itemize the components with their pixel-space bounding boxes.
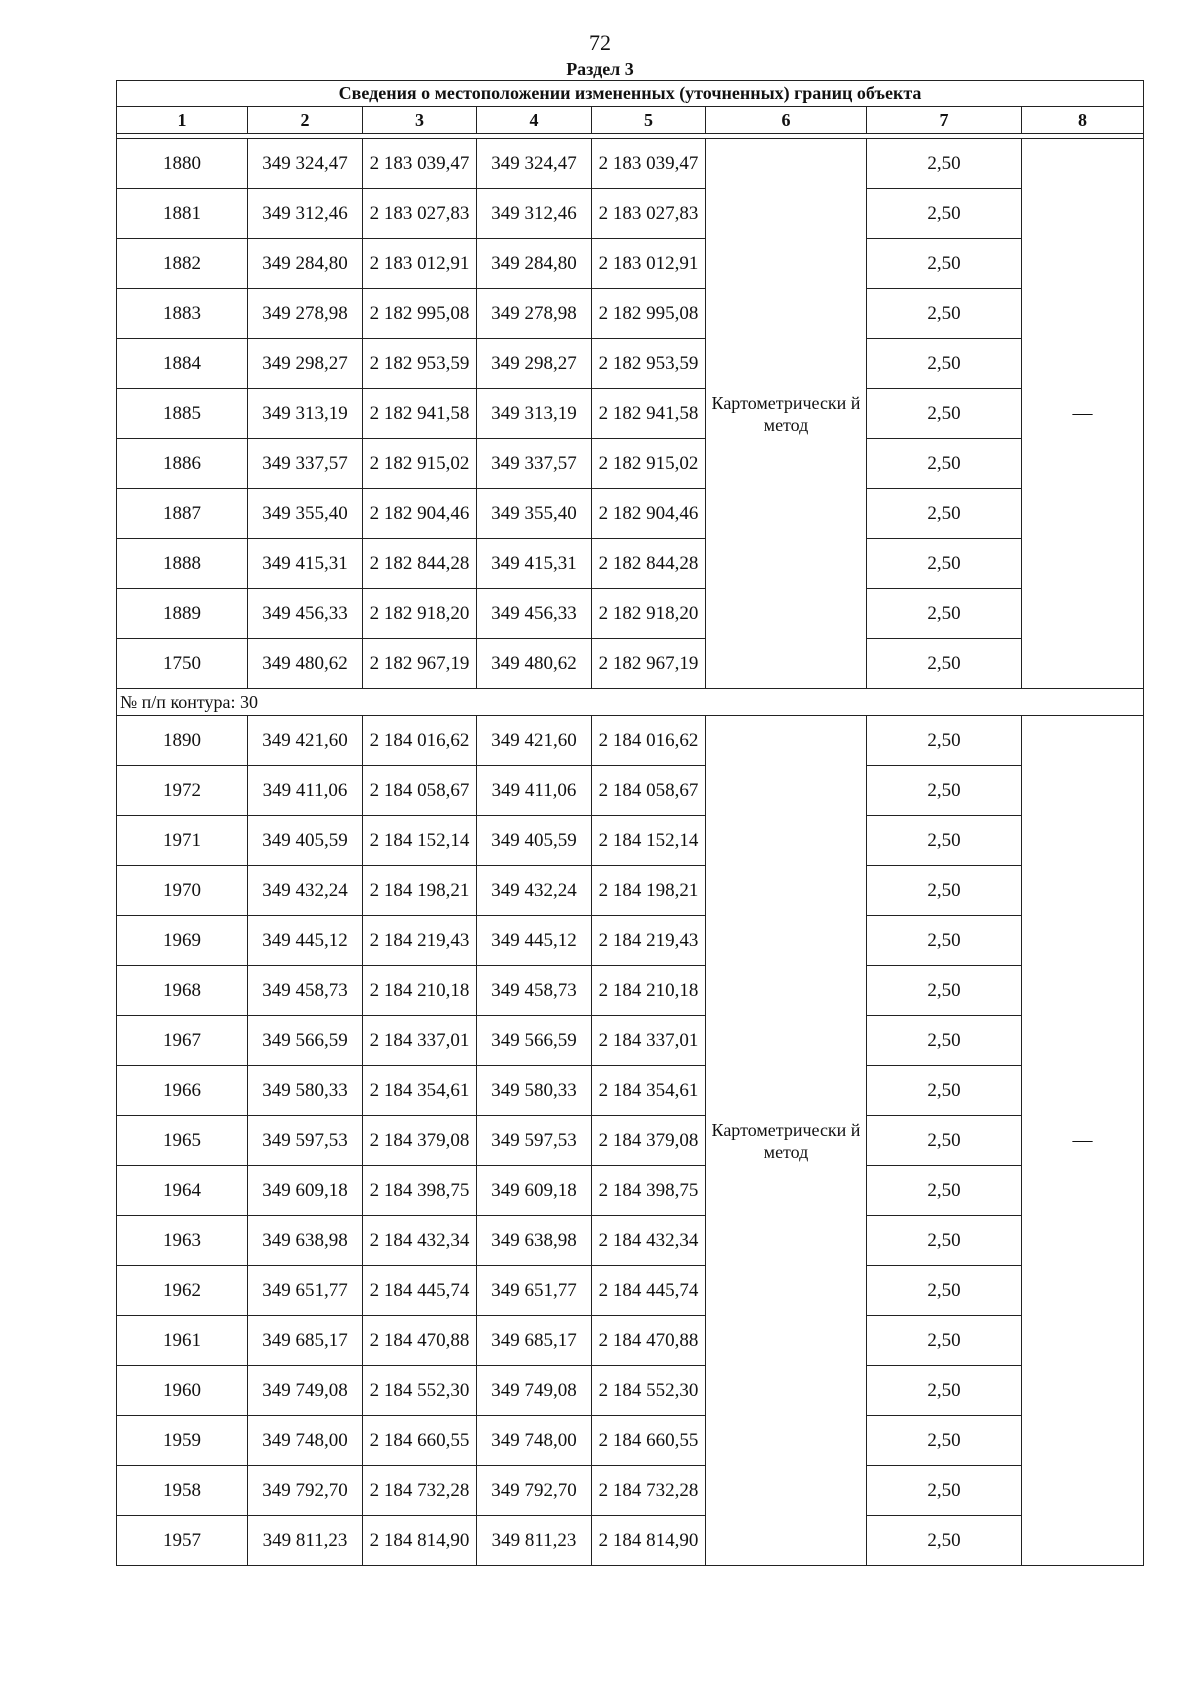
table-body: [117, 81, 1144, 1566]
x-coordinate-cell: 349 609,18: [248, 1166, 363, 1216]
x-coordinate-cell: 349 792,70: [248, 1466, 363, 1516]
point-number-cell: 1886: [117, 439, 248, 489]
column-number: 8: [1022, 107, 1144, 134]
table-row: [117, 339, 1144, 389]
y-coordinate-cell: 2 184 337,01: [363, 1016, 477, 1066]
accuracy-cell: 2,50: [867, 339, 1022, 389]
x-coordinate-cell: 349 405,59: [248, 816, 363, 866]
y-coordinate-cell: 2 184 432,34: [363, 1216, 477, 1266]
accuracy-cell: 2,50: [867, 289, 1022, 339]
x-coordinate-cell: 349 811,23: [248, 1516, 363, 1566]
y-coordinate-cell: 2 184 016,62: [592, 716, 706, 766]
y-coordinate-cell: 2 184 398,75: [363, 1166, 477, 1216]
x-coordinate-cell: 349 284,80: [477, 239, 592, 289]
table-row: [117, 239, 1144, 289]
y-coordinate-cell: 2 184 379,08: [363, 1116, 477, 1166]
y-coordinate-cell: 2 184 552,30: [363, 1366, 477, 1416]
x-coordinate-cell: 349 651,77: [477, 1266, 592, 1316]
point-number-cell: 1964: [117, 1166, 248, 1216]
y-coordinate-cell: 2 183 027,83: [592, 189, 706, 239]
x-coordinate-cell: 349 580,33: [248, 1066, 363, 1116]
table-row: [117, 139, 1144, 189]
y-coordinate-cell: 2 182 904,46: [592, 489, 706, 539]
x-coordinate-cell: 349 432,24: [477, 866, 592, 916]
x-coordinate-cell: 349 638,98: [477, 1216, 592, 1266]
accuracy-cell: 2,50: [867, 716, 1022, 766]
x-coordinate-cell: 349 811,23: [477, 1516, 592, 1566]
page-number: 72: [589, 30, 611, 55]
section-title: Раздел 3: [566, 59, 634, 79]
point-number-cell: 1884: [117, 339, 248, 389]
accuracy-cell: 2,50: [867, 816, 1022, 866]
point-number-cell: 1966: [117, 1066, 248, 1116]
table-row: [117, 966, 1144, 1016]
y-coordinate-cell: 2 184 552,30: [592, 1366, 706, 1416]
accuracy-cell: 2,50: [867, 1416, 1022, 1466]
x-coordinate-cell: 349 458,73: [248, 966, 363, 1016]
table-row: [117, 816, 1144, 866]
accuracy-cell: 2,50: [867, 639, 1022, 689]
y-coordinate-cell: 2 184 445,74: [363, 1266, 477, 1316]
point-number-cell: 1883: [117, 289, 248, 339]
x-coordinate-cell: 349 337,57: [477, 439, 592, 489]
accuracy-cell: 2,50: [867, 1466, 1022, 1516]
y-coordinate-cell: 2 184 814,90: [592, 1516, 706, 1566]
x-coordinate-cell: 349 337,57: [248, 439, 363, 489]
column-number: 1: [117, 107, 248, 134]
y-coordinate-cell: 2 182 967,19: [363, 639, 477, 689]
y-coordinate-cell: 2 182 918,20: [363, 589, 477, 639]
y-coordinate-cell: 2 182 918,20: [592, 589, 706, 639]
x-coordinate-cell: 349 566,59: [477, 1016, 592, 1066]
x-coordinate-cell: 349 748,00: [477, 1416, 592, 1466]
y-coordinate-cell: 2 184 470,88: [363, 1316, 477, 1366]
y-coordinate-cell: 2 184 152,14: [592, 816, 706, 866]
x-coordinate-cell: 349 651,77: [248, 1266, 363, 1316]
table-row: [117, 539, 1144, 589]
table-row: [117, 289, 1144, 339]
x-coordinate-cell: 349 432,24: [248, 866, 363, 916]
column8-cell: —: [1022, 716, 1144, 1566]
point-number-cell: 1888: [117, 539, 248, 589]
x-coordinate-cell: 349 415,31: [477, 539, 592, 589]
y-coordinate-cell: 2 184 219,43: [363, 916, 477, 966]
y-coordinate-cell: 2 184 379,08: [592, 1116, 706, 1166]
table-row: [117, 766, 1144, 816]
accuracy-cell: 2,50: [867, 239, 1022, 289]
x-coordinate-cell: 349 405,59: [477, 816, 592, 866]
y-coordinate-cell: 2 183 039,47: [592, 139, 706, 189]
column-number: 5: [592, 107, 706, 134]
point-number-cell: 1970: [117, 866, 248, 916]
table-row: [117, 1516, 1144, 1566]
table-row: [117, 866, 1144, 916]
table-row: [117, 1316, 1144, 1366]
y-coordinate-cell: 2 184 198,21: [592, 866, 706, 916]
y-coordinate-cell: 2 183 012,91: [363, 239, 477, 289]
y-coordinate-cell: 2 184 058,67: [592, 766, 706, 816]
y-coordinate-cell: 2 184 219,43: [592, 916, 706, 966]
table-row: [117, 716, 1144, 766]
y-coordinate-cell: 2 182 915,02: [592, 439, 706, 489]
x-coordinate-cell: 349 278,98: [477, 289, 592, 339]
point-number-cell: 1962: [117, 1266, 248, 1316]
x-coordinate-cell: 349 580,33: [477, 1066, 592, 1116]
point-number-cell: 1958: [117, 1466, 248, 1516]
table-row: [117, 389, 1144, 439]
point-number-cell: 1882: [117, 239, 248, 289]
y-coordinate-cell: 2 184 198,21: [363, 866, 477, 916]
contour-row: [117, 689, 1144, 716]
table-row: [117, 1466, 1144, 1516]
y-coordinate-cell: 2 182 915,02: [363, 439, 477, 489]
accuracy-cell: 2,50: [867, 766, 1022, 816]
accuracy-cell: 2,50: [867, 1366, 1022, 1416]
x-coordinate-cell: 349 685,17: [477, 1316, 592, 1366]
x-coordinate-cell: 349 324,47: [248, 139, 363, 189]
y-coordinate-cell: 2 184 398,75: [592, 1166, 706, 1216]
accuracy-cell: 2,50: [867, 489, 1022, 539]
y-coordinate-cell: 2 184 445,74: [592, 1266, 706, 1316]
point-number-cell: 1969: [117, 916, 248, 966]
y-coordinate-cell: 2 182 995,08: [363, 289, 477, 339]
x-coordinate-cell: 349 312,46: [248, 189, 363, 239]
y-coordinate-cell: 2 183 039,47: [363, 139, 477, 189]
x-coordinate-cell: 349 638,98: [248, 1216, 363, 1266]
y-coordinate-cell: 2 182 953,59: [592, 339, 706, 389]
y-coordinate-cell: 2 184 432,34: [592, 1216, 706, 1266]
x-coordinate-cell: 349 456,33: [477, 589, 592, 639]
point-number-cell: 1957: [117, 1516, 248, 1566]
x-coordinate-cell: 349 415,31: [248, 539, 363, 589]
x-coordinate-cell: 349 597,53: [248, 1116, 363, 1166]
table-row: [117, 189, 1144, 239]
accuracy-cell: 2,50: [867, 1166, 1022, 1216]
accuracy-cell: 2,50: [867, 916, 1022, 966]
point-number-cell: 1960: [117, 1366, 248, 1416]
column-number-row: [117, 107, 1144, 134]
point-number-cell: 1880: [117, 139, 248, 189]
point-number-cell: 1967: [117, 1016, 248, 1066]
point-number-cell: 1890: [117, 716, 248, 766]
y-coordinate-cell: 2 182 941,58: [592, 389, 706, 439]
y-coordinate-cell: 2 184 814,90: [363, 1516, 477, 1566]
point-number-cell: 1971: [117, 816, 248, 866]
y-coordinate-cell: 2 184 058,67: [363, 766, 477, 816]
x-coordinate-cell: 349 278,98: [248, 289, 363, 339]
column-number: 3: [363, 107, 477, 134]
column-number: 2: [248, 107, 363, 134]
accuracy-cell: 2,50: [867, 1216, 1022, 1266]
table-row: [117, 1266, 1144, 1316]
point-number-cell: 1963: [117, 1216, 248, 1266]
column-number: 4: [477, 107, 592, 134]
column8-cell: —: [1022, 139, 1144, 689]
accuracy-cell: 2,50: [867, 1266, 1022, 1316]
y-coordinate-cell: 2 184 210,18: [363, 966, 477, 1016]
table-row: [117, 1416, 1144, 1466]
accuracy-cell: 2,50: [867, 1066, 1022, 1116]
point-number-cell: 1959: [117, 1416, 248, 1466]
accuracy-cell: 2,50: [867, 1316, 1022, 1366]
x-coordinate-cell: 349 609,18: [477, 1166, 592, 1216]
x-coordinate-cell: 349 749,08: [248, 1366, 363, 1416]
x-coordinate-cell: 349 411,06: [248, 766, 363, 816]
y-coordinate-cell: 2 182 844,28: [363, 539, 477, 589]
x-coordinate-cell: 349 298,27: [248, 339, 363, 389]
method-cell: Картометрически й метод: [706, 716, 867, 1566]
y-coordinate-cell: 2 184 732,28: [592, 1466, 706, 1516]
y-coordinate-cell: 2 182 995,08: [592, 289, 706, 339]
table-title: Сведения о местоположении измененных (уточненных) границ объекта: [117, 81, 1144, 107]
x-coordinate-cell: 349 355,40: [248, 489, 363, 539]
x-coordinate-cell: 349 313,19: [477, 389, 592, 439]
column-number: 7: [867, 107, 1022, 134]
y-coordinate-cell: 2 184 354,61: [592, 1066, 706, 1116]
table-row: [117, 916, 1144, 966]
table-row: [117, 1216, 1144, 1266]
contour-label: № п/п контура: 30: [117, 689, 1144, 716]
point-number-cell: 1968: [117, 966, 248, 1016]
x-coordinate-cell: 349 685,17: [248, 1316, 363, 1366]
x-coordinate-cell: 349 566,59: [248, 1016, 363, 1066]
y-coordinate-cell: 2 183 012,91: [592, 239, 706, 289]
y-coordinate-cell: 2 184 470,88: [592, 1316, 706, 1366]
y-coordinate-cell: 2 182 967,19: [592, 639, 706, 689]
x-coordinate-cell: 349 421,60: [477, 716, 592, 766]
table-row: [117, 639, 1144, 689]
accuracy-cell: 2,50: [867, 139, 1022, 189]
x-coordinate-cell: 349 458,73: [477, 966, 592, 1016]
x-coordinate-cell: 349 421,60: [248, 716, 363, 766]
y-coordinate-cell: 2 182 844,28: [592, 539, 706, 589]
method-cell: Картометрически й метод: [706, 139, 867, 689]
point-number-cell: 1889: [117, 589, 248, 639]
x-coordinate-cell: 349 355,40: [477, 489, 592, 539]
table-row: [117, 1166, 1144, 1216]
table-row: [117, 1016, 1144, 1066]
y-coordinate-cell: 2 184 354,61: [363, 1066, 477, 1116]
y-coordinate-cell: 2 184 660,55: [363, 1416, 477, 1466]
point-number-cell: 1965: [117, 1116, 248, 1166]
accuracy-cell: 2,50: [867, 189, 1022, 239]
x-coordinate-cell: 349 313,19: [248, 389, 363, 439]
y-coordinate-cell: 2 182 941,58: [363, 389, 477, 439]
x-coordinate-cell: 349 749,08: [477, 1366, 592, 1416]
x-coordinate-cell: 349 324,47: [477, 139, 592, 189]
y-coordinate-cell: 2 184 660,55: [592, 1416, 706, 1466]
y-coordinate-cell: 2 184 732,28: [363, 1466, 477, 1516]
coordinates-table: [116, 80, 1144, 1566]
table-title-row: [117, 81, 1144, 107]
accuracy-cell: 2,50: [867, 966, 1022, 1016]
x-coordinate-cell: 349 445,12: [248, 916, 363, 966]
table-row: [117, 439, 1144, 489]
accuracy-cell: 2,50: [867, 439, 1022, 489]
accuracy-cell: 2,50: [867, 1516, 1022, 1566]
table-row: [117, 489, 1144, 539]
point-number-cell: 1961: [117, 1316, 248, 1366]
column-number: 6: [706, 107, 867, 134]
table-row: [117, 1116, 1144, 1166]
x-coordinate-cell: 349 298,27: [477, 339, 592, 389]
accuracy-cell: 2,50: [867, 866, 1022, 916]
point-number-cell: 1881: [117, 189, 248, 239]
x-coordinate-cell: 349 480,62: [248, 639, 363, 689]
y-coordinate-cell: 2 182 904,46: [363, 489, 477, 539]
x-coordinate-cell: 349 445,12: [477, 916, 592, 966]
x-coordinate-cell: 349 456,33: [248, 589, 363, 639]
y-coordinate-cell: 2 183 027,83: [363, 189, 477, 239]
x-coordinate-cell: 349 748,00: [248, 1416, 363, 1466]
accuracy-cell: 2,50: [867, 589, 1022, 639]
point-number-cell: 1750: [117, 639, 248, 689]
y-coordinate-cell: 2 184 210,18: [592, 966, 706, 1016]
y-coordinate-cell: 2 184 016,62: [363, 716, 477, 766]
x-coordinate-cell: 349 312,46: [477, 189, 592, 239]
table-row: [117, 1066, 1144, 1116]
accuracy-cell: 2,50: [867, 1016, 1022, 1066]
accuracy-cell: 2,50: [867, 1116, 1022, 1166]
point-number-cell: 1887: [117, 489, 248, 539]
table-row: [117, 589, 1144, 639]
y-coordinate-cell: 2 184 152,14: [363, 816, 477, 866]
point-number-cell: 1885: [117, 389, 248, 439]
y-coordinate-cell: 2 184 337,01: [592, 1016, 706, 1066]
point-number-cell: 1972: [117, 766, 248, 816]
accuracy-cell: 2,50: [867, 389, 1022, 439]
x-coordinate-cell: 349 480,62: [477, 639, 592, 689]
x-coordinate-cell: 349 411,06: [477, 766, 592, 816]
accuracy-cell: 2,50: [867, 539, 1022, 589]
table-row: [117, 1366, 1144, 1416]
x-coordinate-cell: 349 792,70: [477, 1466, 592, 1516]
x-coordinate-cell: 349 597,53: [477, 1116, 592, 1166]
y-coordinate-cell: 2 182 953,59: [363, 339, 477, 389]
x-coordinate-cell: 349 284,80: [248, 239, 363, 289]
